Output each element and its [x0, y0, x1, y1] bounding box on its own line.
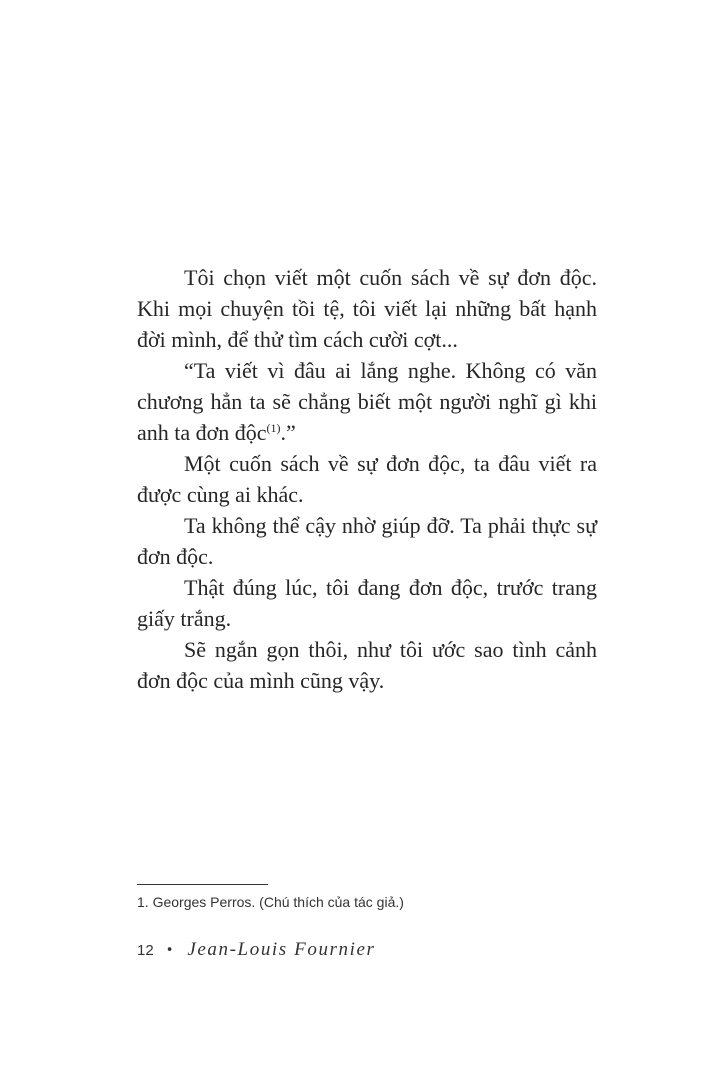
footnote-reference: (1): [266, 421, 281, 435]
paragraph: [137, 448, 597, 510]
paragraph-text: Một cuốn sách về sự đơn độc, ta đâu viết ra được cùng ai khác.: [137, 451, 597, 507]
paragraph: [137, 510, 597, 572]
paragraph-text-end: .”: [280, 420, 296, 445]
body-text: [137, 262, 597, 696]
paragraph-text: Thật đúng lúc, tôi đang đơn độc, trước trang giấy trắng.: [137, 575, 597, 631]
footnote-text: 1. Georges Perros. (Chú thích của tác giả.): [137, 894, 404, 910]
running-footer: [137, 938, 376, 962]
paragraph-text: Tôi chọn viết một cuốn sách về sự đơn độc. Khi mọi chuyện tồi tệ, tôi viết lại những bất hạnh đời mình, để thử tìm cách cười cợt...: [137, 265, 597, 352]
footnote-divider: [137, 884, 268, 885]
paragraph: [137, 262, 597, 355]
paragraph-text: Sẽ ngắn gọn thôi, như tôi ước sao tình cảnh đơn độc của mình cũng vậy.: [137, 637, 597, 693]
author-name: Jean-Louis Fournier: [187, 939, 376, 960]
paragraph-text: “Ta viết vì đâu ai lắng nghe. Không có văn chương hẳn ta sẽ chẳng biết một người nghĩ gì khi anh ta đơn độc: [137, 358, 597, 445]
page-number: 12: [137, 941, 154, 959]
paragraph-quote: [137, 355, 597, 448]
paragraph: [137, 572, 597, 634]
bullet-separator: •: [165, 942, 174, 958]
paragraph-text: Ta không thể cậy nhờ giúp đỡ. Ta phải thực sự đơn độc.: [137, 513, 597, 569]
paragraph: [137, 634, 597, 696]
